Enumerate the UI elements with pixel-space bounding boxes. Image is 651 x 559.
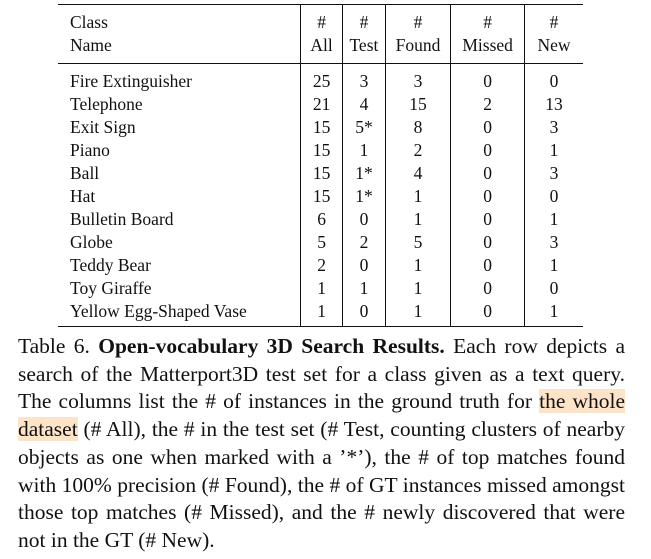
cell-all: 15 [300, 185, 342, 208]
column-header-line2: Test [349, 35, 379, 55]
column-header-found [385, 5, 451, 64]
caption-title: Open-vocabulary 3D Search Results. [98, 334, 445, 358]
cell-all: 15 [300, 116, 342, 139]
cell-class-name: Exit Sign [70, 117, 136, 137]
cell-test: 1* [343, 162, 385, 185]
cell-class-name: Telephone [70, 94, 143, 114]
caption-label: Table 6. [18, 334, 90, 358]
cell-test: 0 [343, 254, 385, 277]
results-table-container [58, 4, 583, 327]
cell-new: 13 [524, 93, 583, 116]
column-header-line1: # [549, 12, 559, 32]
cell-test: 2 [343, 231, 385, 254]
cell-all: 15 [300, 139, 342, 162]
cell-all: 6 [300, 208, 342, 231]
column-header-test [343, 5, 385, 64]
cell-test: 1 [343, 139, 385, 162]
cell-new: 0 [524, 277, 583, 300]
table-row [58, 231, 583, 254]
column-header-class-name [58, 5, 300, 64]
table-row [58, 93, 583, 116]
cell-new: 3 [524, 231, 583, 254]
cell-new: 0 [524, 64, 583, 94]
cell-new: 1 [524, 254, 583, 277]
cell-all: 1 [300, 300, 342, 327]
cell-found: 2 [385, 139, 451, 162]
table-row [58, 139, 583, 162]
table-row [58, 208, 583, 231]
table-caption [18, 333, 625, 555]
cell-found: 1 [385, 277, 451, 300]
table-row [58, 300, 583, 327]
cell-found: 3 [385, 64, 451, 94]
cell-missed: 0 [451, 116, 525, 139]
cell-found: 5 [385, 231, 451, 254]
header-row [58, 5, 583, 64]
column-header-line2: All [310, 35, 333, 55]
column-header-missed [451, 5, 525, 64]
cell-test: 3 [343, 64, 385, 94]
cell-new: 0 [524, 185, 583, 208]
table-body [58, 64, 583, 327]
cell-class-name: Toy Giraffe [70, 278, 152, 298]
cell-missed: 0 [451, 162, 525, 185]
cell-missed: 0 [451, 277, 525, 300]
table-row [58, 254, 583, 277]
caption-text-part2: (# All), the # in the test set (# Test, counting clusters of nearby objects as one when marked with a ’*’), the # of top matches found with 100% precision (# Found), the # of GT instances missed amongst those top matches (# Missed), and the # newly discovered that were not in the GT (# New). [18, 417, 625, 552]
cell-all: 25 [300, 64, 342, 94]
cell-missed: 0 [451, 139, 525, 162]
column-header-all [300, 5, 342, 64]
cell-missed: 0 [451, 254, 525, 277]
column-header-line1: # [413, 12, 423, 32]
cell-found: 4 [385, 162, 451, 185]
column-header-line2: Name [70, 35, 112, 55]
table-row [58, 162, 583, 185]
cell-missed: 0 [451, 185, 525, 208]
cell-missed: 0 [451, 208, 525, 231]
cell-test: 0 [343, 208, 385, 231]
cell-missed: 0 [451, 231, 525, 254]
table-header [58, 5, 583, 64]
cell-test: 1* [343, 185, 385, 208]
cell-class-name: Teddy Bear [70, 255, 151, 275]
column-header-line2: New [537, 35, 571, 55]
cell-class-name: Hat [70, 186, 96, 206]
cell-class-name: Globe [70, 232, 113, 252]
cell-class-name: Fire Extinguisher [70, 71, 192, 91]
cell-test: 1 [343, 277, 385, 300]
cell-new: 3 [524, 162, 583, 185]
column-header-line1: # [359, 12, 369, 32]
cell-new: 1 [524, 139, 583, 162]
cell-new: 1 [524, 300, 583, 327]
cell-class-name: Piano [70, 140, 110, 160]
cell-all: 15 [300, 162, 342, 185]
cell-all: 21 [300, 93, 342, 116]
table-row [58, 64, 583, 94]
cell-all: 2 [300, 254, 342, 277]
cell-found: 8 [385, 116, 451, 139]
column-header-line2: Found [395, 35, 441, 55]
column-header-line1: # [483, 12, 493, 32]
cell-all: 1 [300, 277, 342, 300]
results-table [58, 4, 583, 327]
cell-all: 5 [300, 231, 342, 254]
caption-text-part1: Each row depicts a search of the Matterport3D test set for a class given as a text query. The columns list the # of instances in the ground truth for [18, 334, 625, 414]
cell-found: 1 [385, 300, 451, 327]
cell-missed: 2 [451, 93, 525, 116]
cell-missed: 0 [451, 64, 525, 94]
cell-class-name: Bulletin Board [70, 209, 174, 229]
cell-new: 1 [524, 208, 583, 231]
caption-highlighted-text: the whole dataset [18, 389, 626, 442]
cell-test: 0 [343, 300, 385, 327]
cell-found: 1 [385, 185, 451, 208]
cell-found: 1 [385, 254, 451, 277]
cell-found: 15 [385, 93, 451, 116]
cell-class-name: Yellow Egg-Shaped Vase [70, 301, 247, 321]
cell-class-name: Ball [70, 163, 100, 183]
cell-new: 3 [524, 116, 583, 139]
cell-found: 1 [385, 208, 451, 231]
column-header-line1: Class [70, 12, 108, 32]
column-header-line1: # [317, 12, 326, 32]
column-header-new [524, 5, 583, 64]
table-row [58, 277, 583, 300]
column-header-line2: Missed [462, 35, 513, 55]
table-row [58, 185, 583, 208]
cell-test: 4 [343, 93, 385, 116]
cell-missed: 0 [451, 300, 525, 327]
table-row [58, 116, 583, 139]
cell-test: 5* [343, 116, 385, 139]
